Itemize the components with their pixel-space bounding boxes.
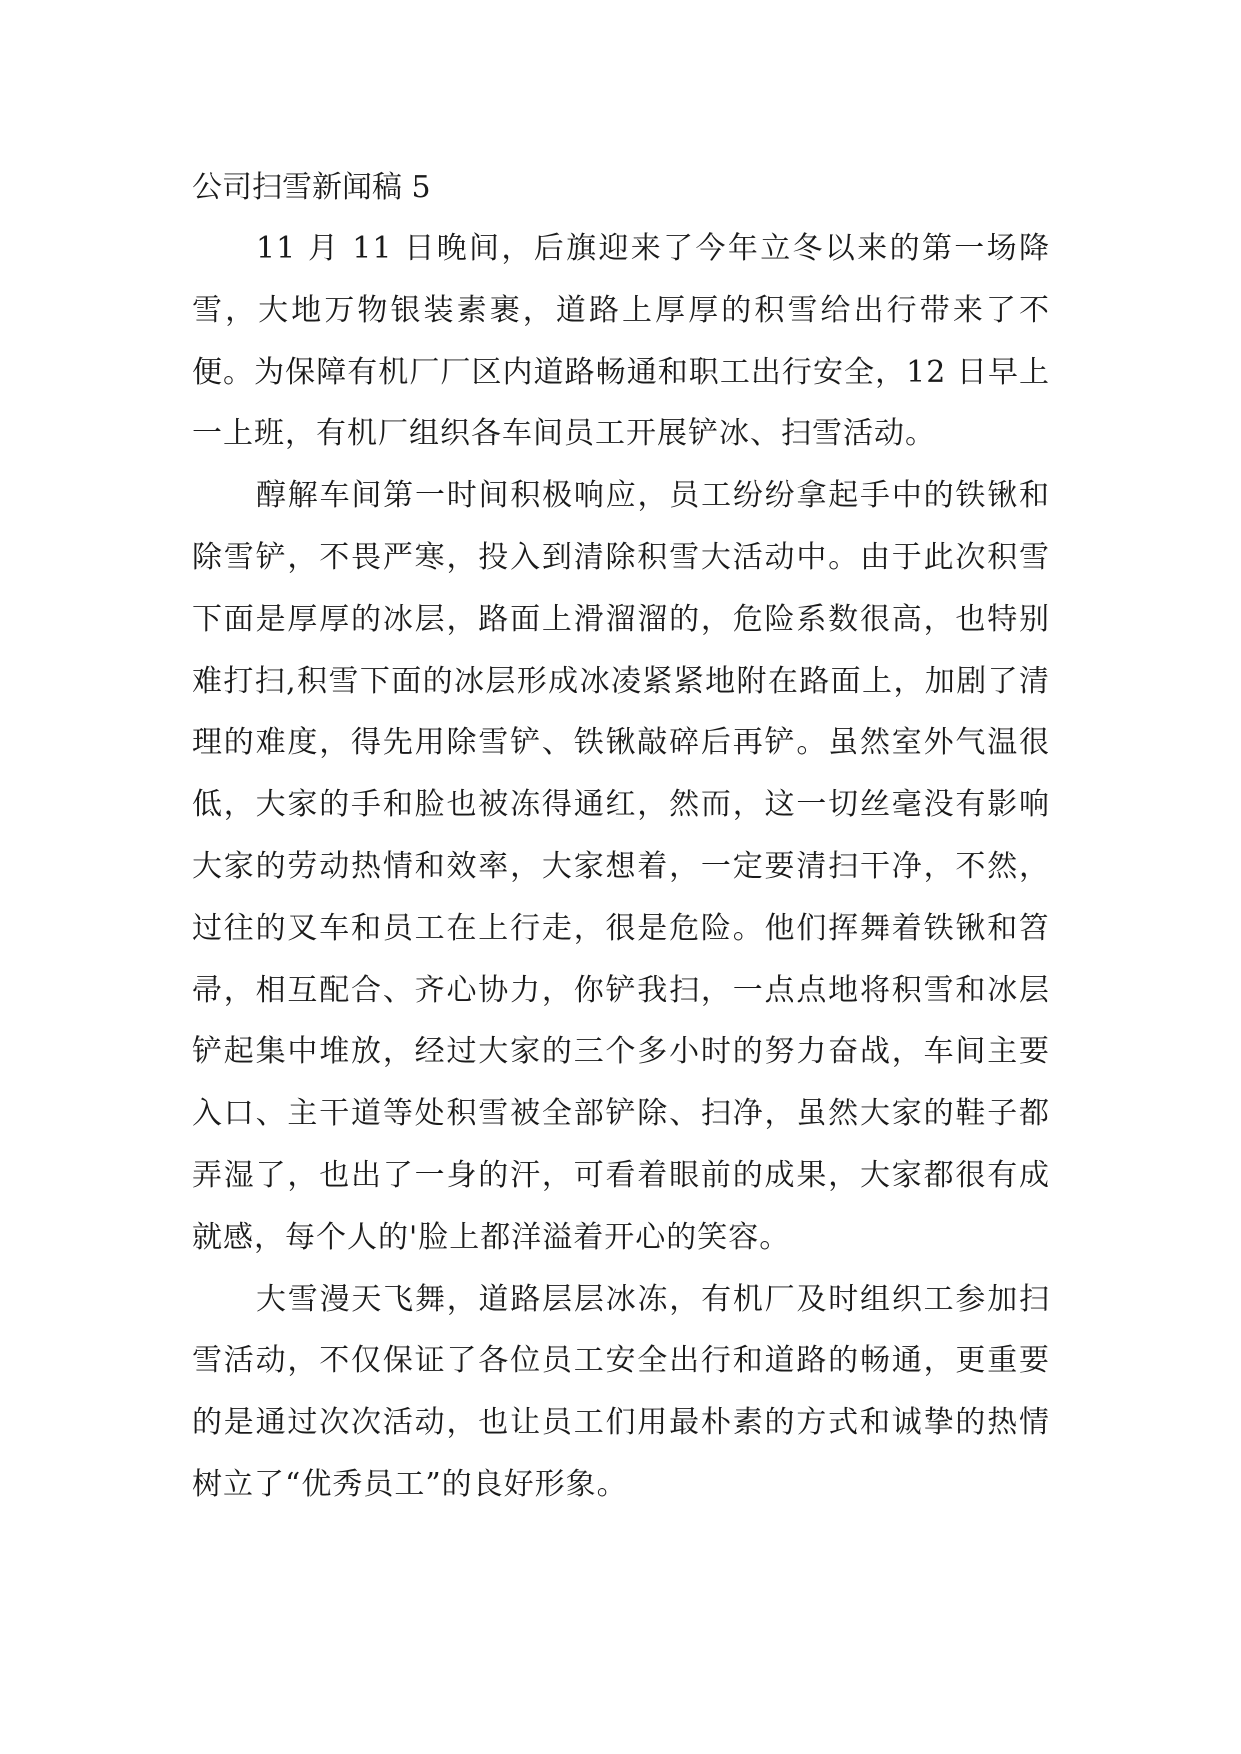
paragraph-conclusion: 大雪漫天飞舞，道路层层冰冻，有机厂及时组织工参加扫雪活动，不仅保证了各位员工安全出行和道路的畅通，更重要的是通过次次活动，也让员工们用最朴素的方式和诚挚的热情树立了“优秀员工”的良好形象。 (192, 1281, 1050, 1502)
document-title: 公司扫雪新闻稿 5 (192, 170, 431, 205)
document-page (192, 158, 1050, 1516)
paragraph-workshop-response: 醇解车间第一时间积极响应，员工纷纷拿起手中的铁锹和除雪铲，不畏严寒，投入到清除积雪大活动中。由于此次积雪下面是厚厚的冰层，路面上滑溜溜的，危险系数很高，也特别难打扫,积雪下面的冰层形成冰凌紧紧地附在路面上，加剧了清理的难度，得先用除雪铲、铁锹敲碎后再铲。虽然室外气温很低，大家的手和脸也被冻得通红，然而，这一切丝毫没有影响大家的劳动热情和效率，大家想着，一定要清扫干净，不然，过往的叉车和员工在上行走，很是危险。他们挥舞着铁锹和笤帚，相互配合、齐心协力，你铲我扫，一点点地将积雪和冰层铲起集中堆放，经过大家的三个多小时的努力奋战，车间主要入口、主干道等处积雪被全部铲除、扫净，虽然大家的鞋子都弄湿了，也出了一身的汗，可看着眼前的成果，大家都很有成就感，每个人的'脸上都洋溢着开心的笑容。 (192, 478, 1050, 1255)
paragraph-snowfall: 11 月 11 日晚间，后旗迎来了今年立冬以来的第一场降雪，大地万物银装素裹，道路上厚厚的积雪给出行带来了不便。为保障有机厂厂区内道路畅通和职工出行安全，12 日早上一上班，有机厂组织各车间员工开展铲冰、扫雪活动。 (192, 231, 1050, 452)
